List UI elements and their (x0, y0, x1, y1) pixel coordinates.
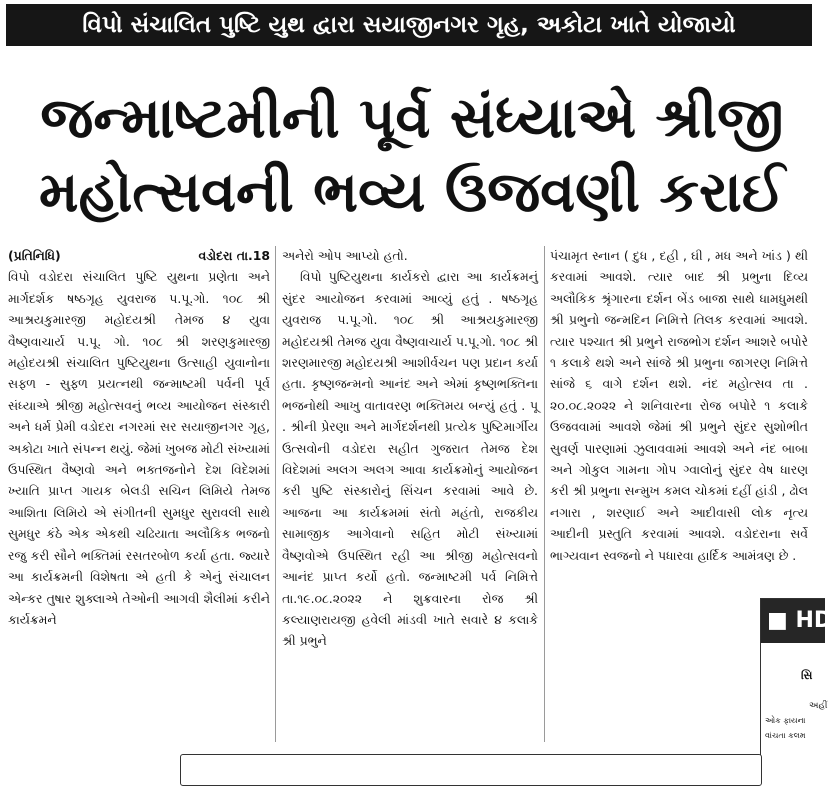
article-column-1 (8, 245, 270, 630)
article-body (0, 245, 828, 773)
article-paragraph: પંચામૃત સ્નાન ( દુધ , દહી , ઘી , મધ અને ખાંડ ) થી કરવામાં આવશે. ત્યાર બાદ શ્રી પ્રભુના દિવ્ય અલૌકિક શ્રૃંગારના દર્શન બેંડ બાજા સાથે ધામધુમથી શ્રી પ્રભુનો જન્મદિન નિમિત્તે તિલક કરવામાં આવશે. ત્યાર પશ્ચાત શ્રી પ્રભુને રાજભોગ દર્શન આશરે બપોરે ૧ કલાકે થશે અને સાંજે શ્રી પ્રભુના જાગરણ નિમિત્તે સાંજે ૬ વાગે દર્શન થશે. નંદ મહોત્સવ તા . ૨૦.૦૮.૨૦૨૨ ને શનિવારના રોજ બપોરે ૧ કલાકે ઉજવવામાં આવશે જેમાં શ્રી પ્રભુને સુંદર સુશોભીત સુવર્ણ પારણામાં ઝુલાવવામાં આવશે અને નંદ બાબા અને ગોકુલ ગામના ગોપ ગ્વાલોનું સુંદર વેષ ધારણ કરી શ્રી પ્રભુના સન્મુખ કમલ ચોકમાં દહીં હાંડી , ઢોલ નગારા , શરણાઈ અને આદીવાસી લોક નૃત્ય આદીની પ્રસ્તુતિ કરવામાં આવશે. વડોદરાના સર્વે ભાગ્યવાન સ્વજનો ને પધારવા હાર્દિક આમંત્રણ છે . (550, 248, 808, 563)
ad-logo-icon: ■ (767, 608, 788, 633)
ad-text: અહીં (809, 701, 828, 711)
byline-source: (પ્રતિનિધિ) (8, 248, 61, 263)
byline (8, 245, 270, 266)
advertisement-box (760, 598, 832, 774)
ad-text: ઓક ફાયના (765, 716, 806, 725)
article-paragraph: વિપો વડોદરા સંચાલિત પુષ્ટિ યુથના પ્રણેતા અને માર્ગદર્શક ષષ્ઠગૃહ યુવરાજ પ.પૂ.ગો. ૧૦૮ શ્રી આશ્રયકુમારજી મહોદયશ્રી તેમજ ૪ યુવા વૈષ્ણવાચાર્ય પ.પૂ. ગો. ૧૦૮ શ્રી શરણકુમારજી મહોદયશ્રી સંચાલિત પુષ્ટિયુથના ઉત્સાહી યુવાનોના સફ્ળ - સુફ્ળ પ્રયત્નથી જન્માષ્ટમી પર્વની પૂર્વ સંધ્યાએ શ્રીજી મહોત્સવનું ભવ્ય આયોજન સંસ્કારી અને ધર્મ પ્રેમી વડોદરા નગરમાં સર સયાજીનગર ગૃહ, અકોટા ખાતે સંપન્ન થયું. જેમાં ખુબજ મોટી સંખ્યામાં ઉપસ્થિત વૈષ્ણવો અને ભક્તજનોને દેશ વિદેશમાં ખ્યાતિ પ્રાપ્ત ગાયક બેલડી સચિન લિમિયે તેમજ આશિતા લિમિયે એ સંગીતની સુમધુર સુરાવલી સાથે સુમધુર કંઠે એક એકથી ચઢિયાતા અલૌકિક ભજનો રજુ કરી સૌને ભક્તિમાં રસતરબોળ કર્યા હતા. જ્યારે આ કાર્યક્રમની વિશેષતા એ હતી કે એનું સંચાલન એન્કર તુષાર શુક્લાએ તેઓની આગવી શૈલીમાં કરીને કાર્યક્રમને (8, 269, 270, 627)
article-paragraph: અનેરો ઓપ આપ્યો હતો. (282, 248, 408, 263)
ad-text: સિ (801, 669, 813, 682)
article-column-3 (550, 245, 808, 566)
article-column-2 (282, 245, 538, 652)
ad-text: વાંચતા કલમ (765, 731, 806, 740)
article-paragraph: વિપો પુષ્ટિયુથના કાર્યકરો દ્વારા આ કાર્યક્રમનું સુંદર આયોજન કરવામાં આવ્યું હતું . ષષ્ઠગૃહ યુવરાજ પ.પૂ.ગો. ૧૦૮ શ્રી આશ્રયકુમારજી મહોદયશ્રી તેમજ યુવા વૈષ્ણવાચાર્ય પ.પૂ.ગો. ૧૦૮ શ્રી શરણમારજી મહોદયશ્રી આશીર્વચન પણ પ્રદાન કર્યા હતા. કૃષ્ણજન્મનો આનંદ અને એમાં કૃષ્ણભક્તિના ભજનોથી આખુ વાતાવરણ ભક્તિમય બન્યું હતું . પૂ . શ્રીની પ્રેરણા અને માર્ગદર્શનથી પ્રત્યેક પુષ્ટિમાર્ગીય ઉત્સવોની વડોદરા સહીત ગુજરાત તેમજ દેશ વિદેશમાં અલગ અલગ આવા કાર્યક્રમોનું આયોજન કરી પુષ્ટિ સંસ્કારોનું સિંચન કરવામાં આવે છે. આજના આ કાર્યક્રમમાં સંતો મહંતો, રાજકીય સામાજીક આગેવાનો સહિત મોટી સંખ્યામાં વૈષ્ણવોએ ઉપસ્થિત રહી આ શ્રીજી મહોત્સવનો આનંદ પ્રાપ્ત કર્યો હતો. જન્માષ્ટમી પર્વ નિમિત્તે તા.૧૯.૦૮.૨૦૨૨ ને શુક્રવારના રોજ શ્રી કલ્યાણરાયજી હવેલી માંડવી ખાતે સવારે ૪ કલાકે શ્રી પ્રભુને (282, 269, 538, 649)
ad-brand-text: HD (795, 608, 832, 633)
ad-brand (761, 599, 832, 643)
byline-dateline: વડોદરા તા.18 (198, 248, 270, 263)
kicker-banner: વિપો સંચાલિત પુષ્ટિ યુથ દ્વારા સયાજીનગર ગૃહ, અકોટા ખાતે યોજાયો (6, 4, 812, 46)
headline-line-1: જન્માષ્ટમીની પૂર્વ સંધ્યાએ શ્રીજી (40, 86, 784, 151)
headline-line-2: મહોત્સવની ભવ્ય ઉજવણી કરાઈ (39, 160, 785, 225)
bottom-advert-box (180, 754, 762, 786)
